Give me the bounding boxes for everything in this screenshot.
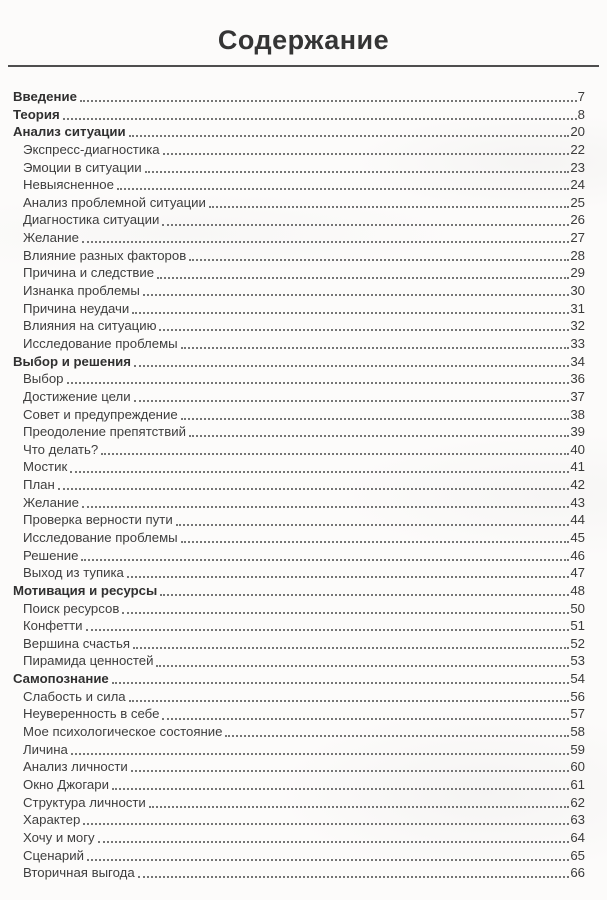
toc-entry [13, 282, 585, 300]
toc-entry-page: 42 [570, 477, 585, 493]
dot-leader [209, 206, 569, 208]
toc-entry-page: 44 [570, 512, 585, 528]
toc-entry [13, 547, 585, 565]
toc-entry-label: Неуверенность в себе [23, 706, 160, 722]
toc-entry-page: 23 [570, 159, 585, 175]
toc-entry [13, 847, 585, 865]
toc-entry [13, 670, 585, 688]
toc-entry-label: Хочу и могу [23, 829, 95, 845]
toc-entry-label: Выход из тупика [23, 565, 124, 581]
toc-entry-page: 52 [570, 635, 585, 651]
toc-entry-page: 58 [570, 724, 585, 740]
dot-leader [145, 171, 570, 173]
dot-leader [132, 312, 569, 314]
toc-entry-page: 27 [570, 230, 585, 246]
toc-entry-label: Введение [13, 88, 77, 104]
toc-entry [13, 723, 585, 741]
toc-entry [13, 123, 585, 141]
toc-entry-page: 20 [570, 124, 585, 140]
toc-entry [13, 511, 585, 529]
toc-entry-label: Невыясненное [23, 177, 114, 193]
toc-entry-label: План [23, 477, 55, 493]
toc-entry-label: Достижение цели [23, 388, 131, 404]
toc-entry [13, 635, 585, 653]
dot-leader [112, 788, 569, 790]
toc-entry-page: 50 [570, 600, 585, 616]
toc-entry [13, 494, 585, 512]
dot-leader [181, 347, 570, 349]
toc-entry [13, 600, 585, 618]
toc-entry [13, 794, 585, 812]
toc-entry [13, 247, 585, 265]
toc-entry-page: 65 [570, 847, 585, 863]
toc-entry-label: Вторичная выгода [23, 865, 135, 881]
toc-entry-label: Причина неудачи [23, 300, 130, 316]
toc-entry-label: Теория [13, 106, 60, 122]
dot-leader [181, 541, 570, 543]
dot-leader [82, 241, 569, 243]
toc-entry-page: 51 [570, 618, 585, 634]
toc-entry-label: Мотивация и ресурсы [13, 582, 158, 598]
dot-leader [134, 365, 569, 367]
toc-entry-label: Анализ ситуации [13, 124, 126, 140]
toc-entry-label: Совет и предупреждение [23, 406, 178, 422]
toc-entry [13, 229, 585, 247]
toc-entry [13, 829, 585, 847]
toc-entry [13, 617, 585, 635]
dot-leader [127, 576, 569, 578]
toc-entry-page: 31 [570, 300, 585, 316]
toc-entry [13, 406, 585, 424]
toc-entry-page: 54 [570, 671, 585, 687]
dot-leader [159, 329, 569, 331]
dot-leader [70, 471, 569, 473]
toc-entry [13, 458, 585, 476]
dot-leader [163, 153, 570, 155]
toc-entry-label: Изнанка проблемы [23, 283, 140, 299]
dot-leader [63, 118, 577, 120]
toc-entry-label: Что делать? [23, 441, 99, 457]
toc-entry-page: 39 [570, 424, 585, 440]
toc-entry-page: 48 [570, 582, 585, 598]
dot-leader [86, 629, 570, 631]
toc-entry [13, 211, 585, 229]
dot-leader [71, 753, 569, 755]
toc-entry-page: 40 [570, 441, 585, 457]
toc-entry [13, 317, 585, 335]
toc-entry [13, 688, 585, 706]
toc-entry [13, 776, 585, 794]
toc-entry [13, 88, 585, 106]
dot-leader [80, 100, 577, 102]
dot-leader [157, 277, 569, 279]
toc-entry-label: Самопознание [13, 671, 109, 687]
dot-leader [149, 806, 570, 808]
toc-entry-label: Исследование проблемы [23, 530, 178, 545]
toc-entry-page: 8 [577, 106, 585, 122]
toc-entry-page: 41 [570, 459, 585, 475]
dot-leader [181, 418, 570, 420]
toc-entry [13, 705, 585, 723]
toc-entry-label: Пирамида ценностей [23, 653, 154, 669]
dot-leader [112, 682, 570, 684]
toc-entry [13, 476, 585, 494]
dot-leader [143, 294, 570, 296]
dot-leader [160, 594, 569, 596]
toc-entry-label: Мостик [23, 459, 68, 475]
toc-entry-label: Причина и следствие [23, 265, 155, 281]
dot-leader [98, 841, 570, 843]
dot-leader [133, 647, 569, 649]
toc-entry-page: 34 [570, 353, 585, 369]
toc-entry [13, 106, 585, 124]
dot-leader [162, 224, 569, 226]
dot-leader [162, 718, 569, 720]
toc-entry-label: Вершина счастья [23, 635, 130, 651]
toc-entry [13, 300, 585, 318]
toc-entry [13, 159, 585, 177]
toc-entry [13, 353, 585, 371]
title-rule [8, 65, 599, 67]
toc-entry-label: Экспресс-диагностика [23, 141, 160, 157]
toc-entry-page: 22 [570, 141, 585, 157]
toc-entry-page: 61 [570, 776, 585, 792]
dot-leader [129, 135, 570, 137]
toc-entry-page: 29 [570, 265, 585, 281]
dot-leader [189, 435, 569, 437]
toc-entry [13, 335, 585, 353]
dot-leader [225, 735, 569, 737]
toc-entry [13, 864, 585, 882]
toc-entry-page: 46 [570, 547, 585, 563]
toc-entry [13, 194, 585, 212]
toc-entry-label: Выбор и решения [13, 353, 131, 369]
toc-entry [13, 653, 585, 671]
toc-entry-label: Эмоции в ситуации [23, 159, 142, 175]
dot-leader [101, 453, 569, 455]
toc-entry [13, 264, 585, 282]
dot-leader [58, 488, 570, 490]
dot-leader [131, 770, 570, 772]
toc-entry-label: Желание [23, 230, 79, 246]
dot-leader [83, 823, 569, 825]
toc-entry-page: 43 [570, 494, 585, 510]
toc-entry-page: 62 [570, 794, 585, 810]
toc-entry [13, 441, 585, 459]
dot-leader [87, 859, 569, 861]
dot-leader [117, 188, 569, 190]
toc-entry-label: Анализ личности [23, 759, 128, 775]
dot-leader [134, 400, 570, 402]
toc-entry-label: Мое психологическое состояние [23, 724, 223, 740]
toc-entry-page: 7 [577, 88, 585, 104]
toc-entry-page: 63 [570, 812, 585, 828]
dot-leader [81, 559, 569, 561]
toc-entry [13, 423, 585, 441]
toc-entry-page: 37 [570, 388, 585, 404]
toc-entry-page: 33 [570, 335, 585, 351]
toc-entry-label: Поиск ресурсов [23, 600, 120, 616]
toc-entry-label: Анализ проблемной ситуации [23, 194, 206, 210]
toc-entry-label: Проверка верности пути [23, 512, 173, 528]
toc-entry-label: Личина [23, 741, 68, 757]
toc-entry-label: Влияние разных факторов [23, 247, 187, 263]
dot-leader [156, 665, 569, 667]
toc-entry [13, 388, 585, 406]
dot-leader [82, 506, 569, 508]
toc-entry [13, 758, 585, 776]
dot-leader [189, 259, 569, 261]
toc-list [0, 88, 607, 882]
toc-entry-page: 32 [570, 318, 585, 334]
dot-leader [122, 612, 569, 614]
toc-entry-label: Окно Джогари [23, 776, 109, 792]
toc-entry-page: 66 [570, 865, 585, 881]
toc-entry-label: Влияния на ситуацию [23, 318, 157, 334]
toc-entry-label: Слабость и сила [23, 688, 126, 704]
toc-entry-page: 56 [570, 688, 585, 704]
toc-entry-page: 36 [570, 371, 585, 387]
toc-entry-page: 24 [570, 177, 585, 193]
toc-entry-label: Преодоление препятствий [23, 424, 186, 440]
toc-entry-page: 25 [570, 194, 585, 210]
page-title: Содержание [217, 25, 390, 55]
toc-entry-page: 47 [570, 565, 585, 581]
toc-entry [13, 741, 585, 759]
toc-entry-page: 60 [570, 759, 585, 775]
toc-entry-label: Выбор [23, 371, 64, 387]
dot-leader [129, 700, 570, 702]
toc-entry-label: Желание [23, 494, 79, 510]
toc-entry-label: Решение [23, 547, 79, 563]
toc-entry-label: Структура личности [23, 794, 146, 810]
toc-entry-label: Исследование проблемы [23, 335, 178, 351]
toc-entry-page: 30 [570, 283, 585, 299]
toc-entry-page: 53 [570, 653, 585, 669]
toc-entry [13, 176, 585, 194]
toc-entry-page: 57 [570, 706, 585, 722]
toc-entry-label: Конфетти [23, 618, 83, 634]
toc-entry-page: 45 [570, 530, 585, 545]
dot-leader [67, 382, 570, 384]
toc-entry-page: 26 [570, 212, 585, 228]
toc-entry-label: Сценарий [23, 847, 84, 863]
toc-entry-label: Характер [23, 812, 81, 828]
toc-entry-page: 59 [570, 741, 585, 757]
toc-entry [13, 582, 585, 600]
toc-entry-page: 28 [570, 247, 585, 263]
toc-entry [13, 529, 585, 547]
toc-entry [13, 141, 585, 159]
toc-entry-page: 38 [570, 406, 585, 422]
dot-leader [176, 524, 570, 526]
dot-leader [138, 876, 570, 878]
toc-entry [13, 564, 585, 582]
toc-entry-page: 64 [570, 829, 585, 845]
toc-entry [13, 811, 585, 829]
toc-entry [13, 370, 585, 388]
toc-entry-label: Диагностика ситуации [23, 212, 160, 228]
